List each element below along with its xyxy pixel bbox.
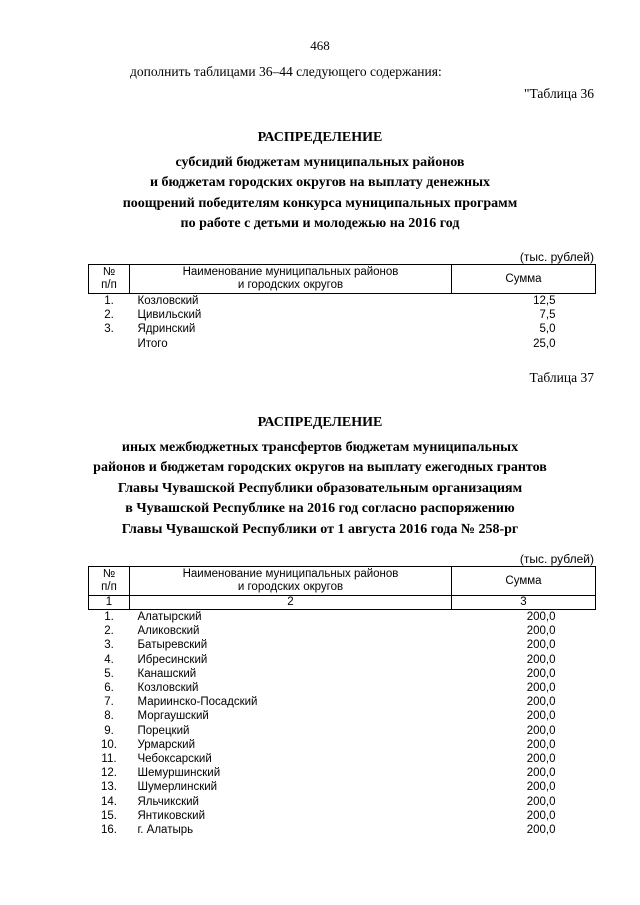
row-value: 200,0	[526, 795, 556, 808]
row-value: 5,0	[539, 323, 556, 336]
row-value: 200,0	[526, 710, 556, 723]
row-name: Козловский	[137, 295, 199, 307]
table-row	[89, 752, 596, 766]
table-row	[89, 823, 596, 837]
header-name-line2: и городских округов	[237, 279, 344, 291]
header-num-cell	[89, 567, 130, 596]
table-row	[89, 638, 596, 652]
row-name: Козловский	[137, 682, 199, 695]
table36-title-line: субсидий бюджетам муниципальных районов	[175, 154, 465, 170]
table-row	[89, 681, 596, 695]
header-num-line2: п/п	[101, 581, 117, 593]
row-num: 4.	[104, 653, 114, 666]
page-number: 468	[310, 38, 330, 53]
row-num: 1.	[104, 611, 114, 623]
table37-units: (тыс. рублей)	[519, 552, 594, 566]
column-number: 2	[130, 596, 452, 610]
column-number: 3	[452, 596, 596, 610]
row-num: 3.	[104, 639, 114, 652]
row-num: 12.	[101, 767, 117, 780]
header-num-line2: п/п	[101, 279, 117, 291]
row-num: 3.	[104, 323, 114, 336]
table36-header-row	[89, 265, 596, 294]
row-value: 200,0	[526, 738, 556, 751]
row-value: 200,0	[526, 824, 556, 837]
row-value: 200,0	[526, 696, 556, 709]
table-row	[89, 610, 596, 625]
row-num: 13.	[101, 781, 117, 794]
row-name: Шемуршинский	[137, 767, 221, 780]
table37	[88, 566, 596, 837]
header-sum-cell: Сумма	[452, 567, 596, 596]
row-num: 8.	[104, 710, 114, 723]
row-name: Ибресинский	[137, 653, 208, 666]
header-name-cell	[130, 567, 452, 596]
header-name-line1: Наименование муниципальных районов	[182, 266, 399, 278]
header-name-line1: Наименование муниципальных районов	[182, 568, 399, 580]
row-num: 5.	[104, 667, 114, 680]
table37-title-line: РАСПРЕДЕЛЕНИЕ	[257, 415, 383, 430]
row-num: 9.	[104, 724, 114, 737]
table-row	[89, 795, 596, 809]
row-value: 200,0	[526, 611, 556, 623]
row-num: 6.	[104, 682, 114, 695]
row-value: 200,0	[526, 724, 556, 737]
row-value: 12,5	[533, 295, 556, 307]
row-value: 200,0	[526, 667, 556, 680]
row-name: Цивильский	[137, 309, 202, 322]
row-num: 10.	[101, 738, 117, 751]
table-row	[89, 724, 596, 738]
row-num: 14.	[101, 795, 117, 808]
table37-caption: Таблица 37	[529, 370, 594, 385]
table-row	[89, 738, 596, 752]
row-name: Аликовский	[137, 625, 200, 638]
table36-title-line: поощрений победителям конкурса муниципальных программ	[122, 195, 518, 211]
row-name: Янтиковский	[137, 809, 206, 822]
row-name: Ядринский	[137, 323, 196, 336]
row-name: Порецкий	[137, 724, 190, 737]
table-row	[89, 667, 596, 681]
table37-header-row	[89, 567, 596, 596]
row-num: 7.	[104, 696, 114, 709]
row-name: Яльчикский	[137, 795, 199, 808]
row-value: 200,0	[526, 767, 556, 780]
table37-title	[0, 413, 640, 540]
table36-title-line: РАСПРЕДЕЛЕНИЕ	[257, 130, 383, 145]
header-num-line1: №	[102, 568, 116, 580]
row-name: Итого	[137, 337, 168, 350]
header-num-line1: №	[102, 266, 116, 278]
row-value: 200,0	[526, 625, 556, 638]
table-total-row	[89, 337, 596, 351]
row-num	[89, 337, 130, 351]
row-name: Шумерлинский	[137, 781, 218, 794]
row-name: Алатырский	[137, 611, 202, 623]
header-name-cell	[130, 265, 452, 294]
table-row	[89, 709, 596, 723]
row-num: 2.	[104, 625, 114, 638]
row-value: 200,0	[526, 653, 556, 666]
table37-title-line: районов и бюджетам городских округов на выплату ежегодных грантов	[93, 460, 547, 475]
table-row	[89, 294, 596, 309]
table36	[88, 264, 596, 351]
table-row	[89, 766, 596, 780]
header-num-cell	[89, 265, 130, 294]
row-value: 200,0	[526, 781, 556, 794]
row-name: Батыревский	[137, 639, 208, 652]
row-name: Чебоксарский	[137, 753, 212, 766]
intro-text: дополнить таблицами 36–44 следующего содержания:	[130, 64, 442, 79]
table-row	[89, 780, 596, 794]
row-num: 16.	[101, 824, 117, 837]
row-value: 200,0	[526, 682, 556, 695]
table36-caption: "Таблица 36	[524, 86, 594, 101]
table36-title-line: и бюджетам городских округов на выплату денежных	[149, 175, 491, 190]
row-name: Мариинско-Посадский	[137, 696, 258, 709]
row-value: 25,0	[533, 337, 556, 350]
column-number-row	[89, 596, 596, 610]
row-num: 15.	[101, 809, 117, 822]
table-row	[89, 624, 596, 638]
table-row	[89, 809, 596, 823]
row-value: 200,0	[526, 753, 556, 766]
row-name: г. Алатырь	[137, 824, 194, 837]
table36-title	[0, 128, 640, 235]
row-name: Моргаушский	[137, 710, 209, 723]
table-row	[89, 322, 596, 336]
row-value: 7,5	[539, 309, 556, 322]
header-name-line2: и городских округов	[237, 581, 344, 593]
header-sum-cell: Сумма	[452, 265, 596, 294]
table37-title-line: Главы Чувашской Республики от 1 августа 2016 года № 258-рг	[121, 521, 519, 537]
row-num: 11.	[101, 753, 117, 766]
table37-title-line: иных межбюджетных трансфертов бюджетам муниципальных	[121, 439, 519, 455]
column-number: 1	[89, 596, 130, 610]
table37-title-line: Главы Чувашской Республики образовательным организациям	[117, 480, 523, 496]
row-num: 2.	[104, 309, 114, 322]
table-row	[89, 695, 596, 709]
table-row	[89, 653, 596, 667]
row-value: 200,0	[526, 639, 556, 652]
row-num: 1.	[104, 295, 114, 307]
row-value: 200,0	[526, 809, 556, 822]
table36-title-line: по работе с детьми и молодежью на 2016 год	[180, 216, 460, 231]
table-row	[89, 308, 596, 322]
table36-units: (тыс. рублей)	[519, 250, 594, 264]
row-name: Урмарский	[137, 738, 196, 751]
row-name: Канашский	[137, 667, 197, 680]
table37-title-line: в Чувашской Республике на 2016 год согласно распоряжению	[125, 501, 515, 516]
